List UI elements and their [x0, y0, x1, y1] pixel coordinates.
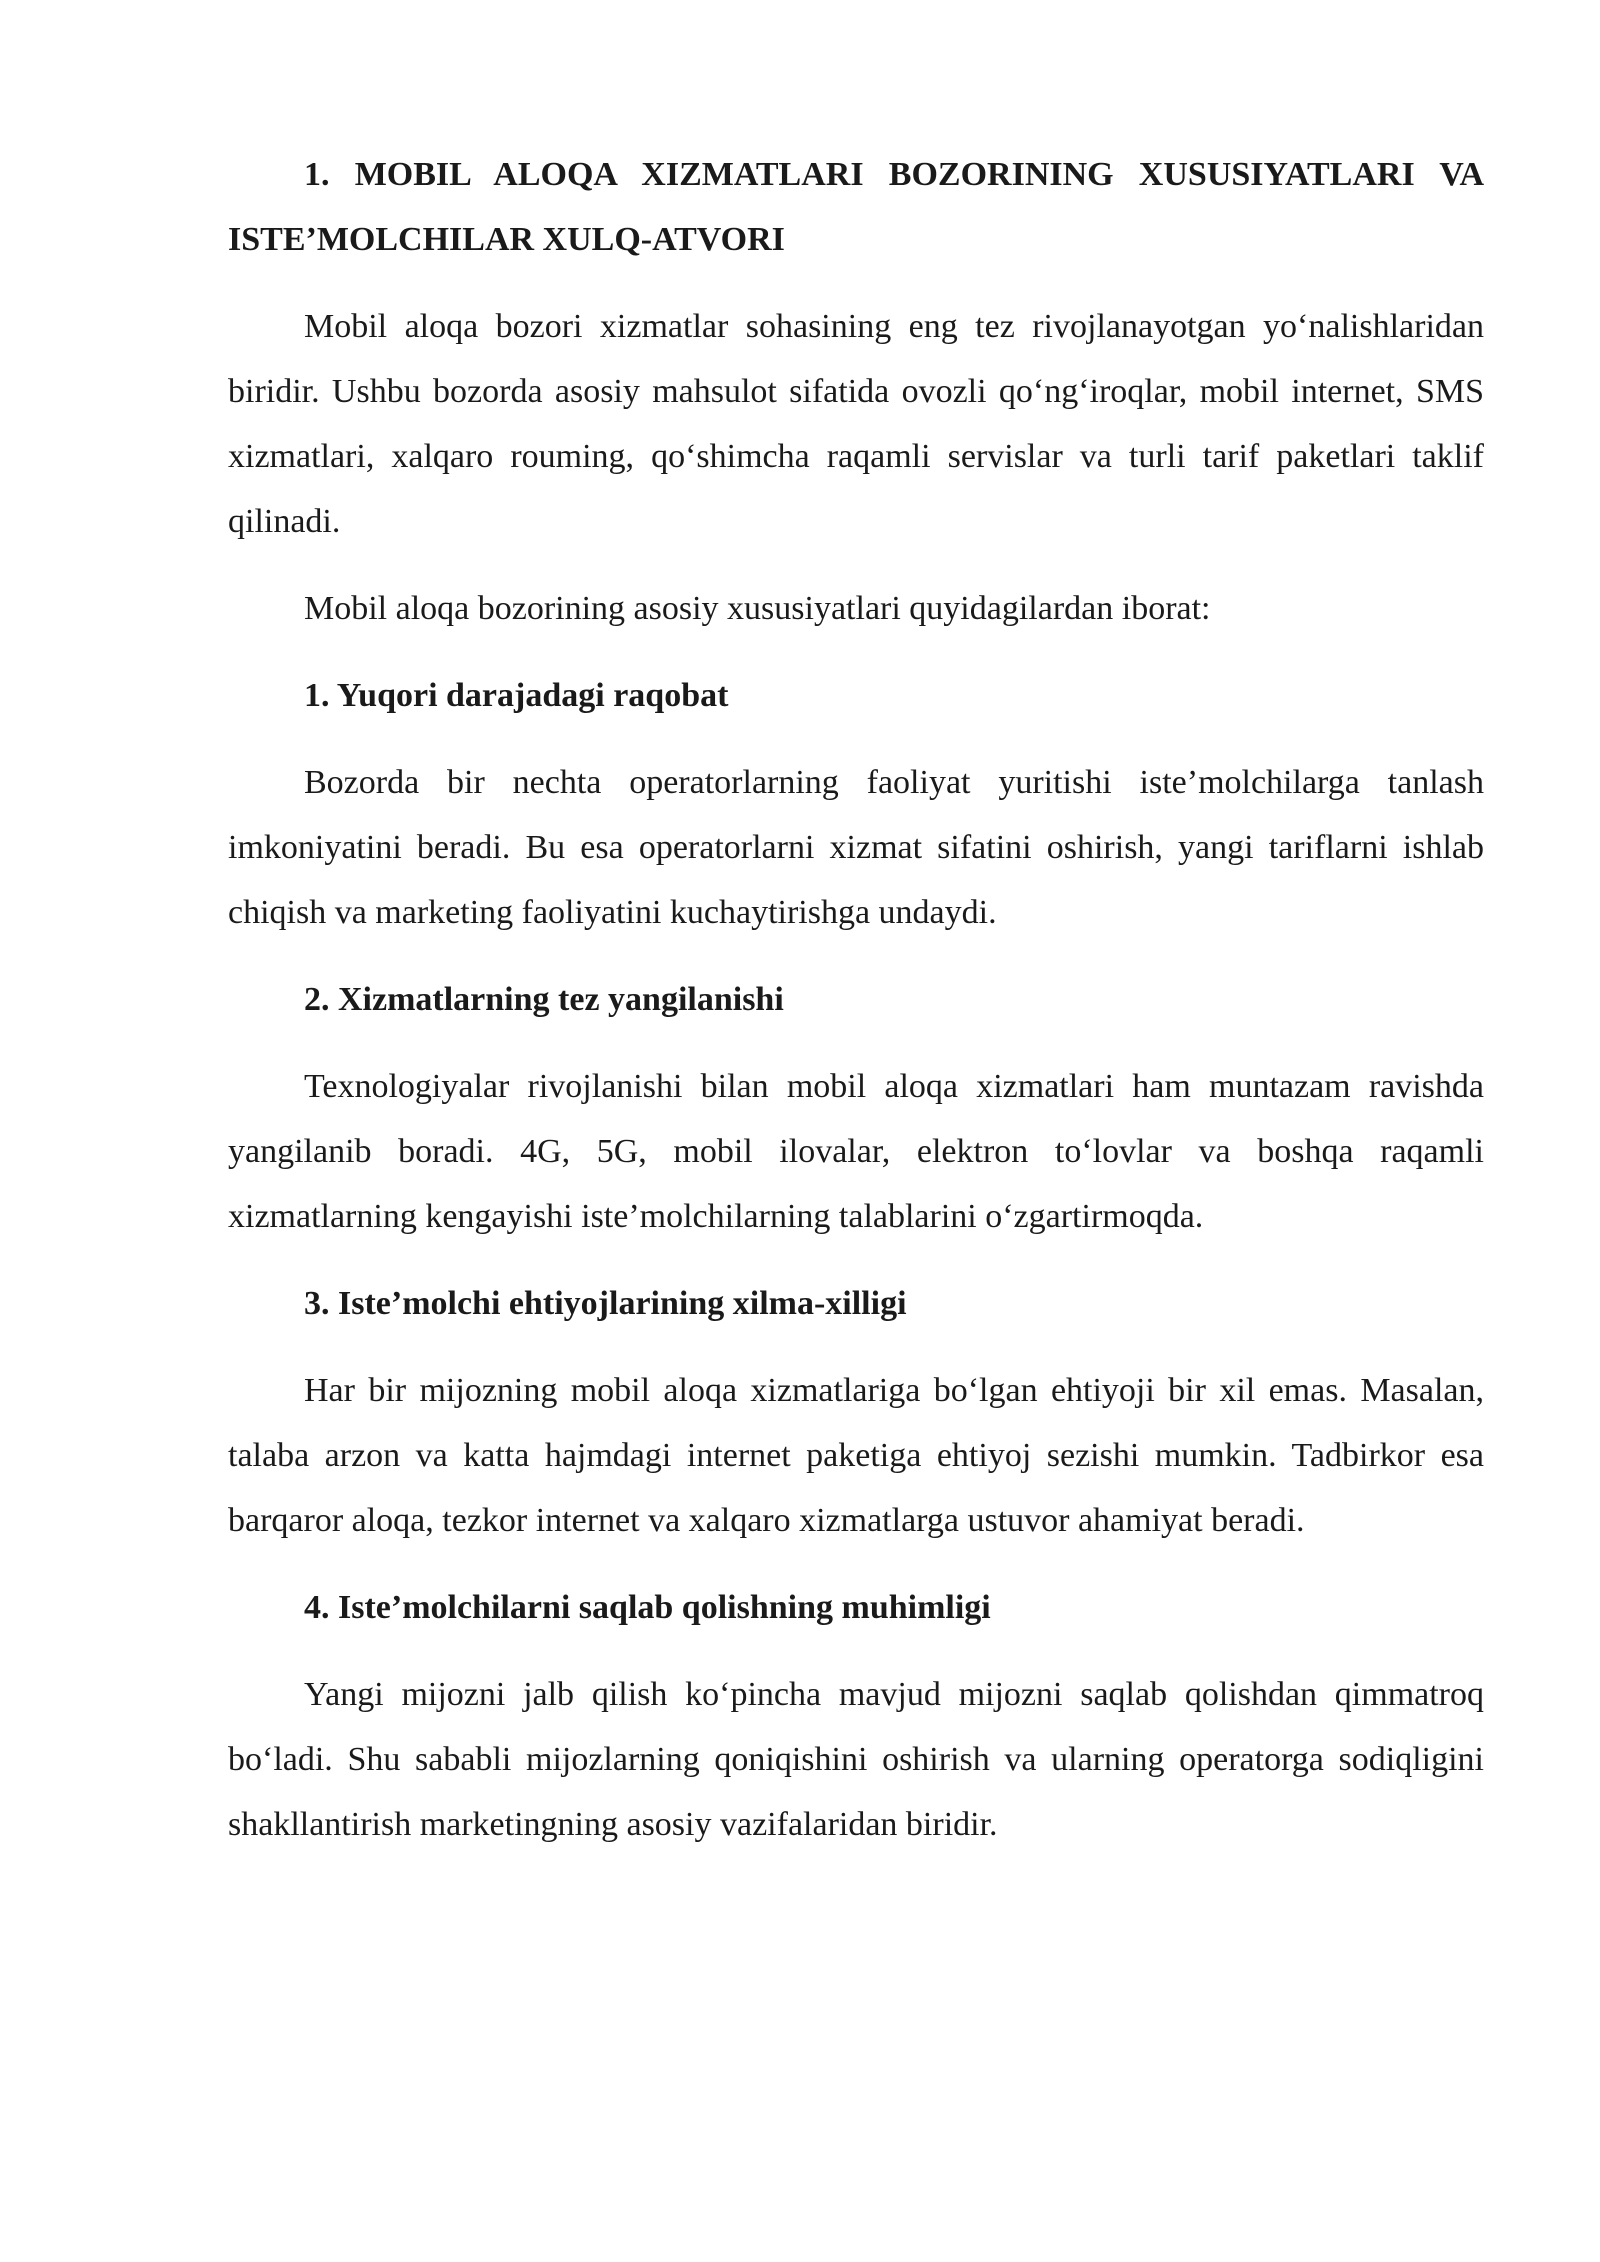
- lead-in-sentence: Mobil aloqa bozorining asosiy xususiyatlari quyidagilardan iborat:: [304, 590, 1211, 627]
- document-page: [228, 142, 1484, 1879]
- document-title: 1. MOBIL ALOQA XIZMATLARI BOZORINING XUSUSIYATLARI VA ISTE’MOLCHILAR XULQ-ATVORI: [228, 156, 1484, 258]
- section-heading-2: 2. Xizmatlarning tez yangilanishi: [304, 981, 784, 1018]
- section-heading-3: 3. Iste’molchi ehtiyojlarining xilma-xilligi: [304, 1285, 907, 1322]
- intro-paragraph: Mobil aloqa bozori xizmatlar sohasining eng tez rivojlanayotgan yo‘nalishlaridan biridir. Ushbu bozorda asosiy mahsulot sifatida ovozli qo‘ng‘iroqlar, mobil internet, SMS xizmatlari, xalqaro rouming, qo‘shimcha raqamli servislar va turli tarif paketlari taklif qilinadi.: [228, 308, 1484, 540]
- section-body-2: Texnologiyalar rivojlanishi bilan mobil aloqa xizmatlari ham muntazam ravishda yangilanib boradi. 4G, 5G, mobil ilovalar, elektron to‘lovlar va boshqa raqamli xizmatlarning kengayishi iste’molchilarning talablarini o‘zgartirmoqda.: [228, 1068, 1484, 1235]
- section-body-3: Har bir mijozning mobil aloqa xizmatlariga bo‘lgan ehtiyoji bir xil emas. Masalan, talaba arzon va katta hajmdagi internet paketiga ehtiyoj sezishi mumkin. Tadbirkor esa barqaror aloqa, tezkor internet va xalqaro xizmatlarga ustuvor ahamiyat beradi.: [228, 1372, 1484, 1539]
- section-body-4: Yangi mijozni jalb qilish ko‘pincha mavjud mijozni saqlab qolishdan qimmatroq bo‘ladi. Shu sababli mijozlarning qoniqishini oshirish va ularning operatorga sodiqligini shakllantirish marketingning asosiy vazifalaridan biridir.: [228, 1676, 1484, 1843]
- section-body-1: Bozorda bir nechta operatorlarning faoliyat yuritishi iste’molchilarga tanlash imkoniyatini beradi. Bu esa operatorlarni xizmat sifatini oshirish, yangi tariflarni ishlab chiqish va marketing faoliyatini kuchaytirishga undaydi.: [228, 764, 1484, 931]
- section-heading-1: 1. Yuqori darajadagi raqobat: [304, 677, 729, 714]
- section-heading-4: 4. Iste’molchilarni saqlab qolishning muhimligi: [304, 1589, 991, 1626]
